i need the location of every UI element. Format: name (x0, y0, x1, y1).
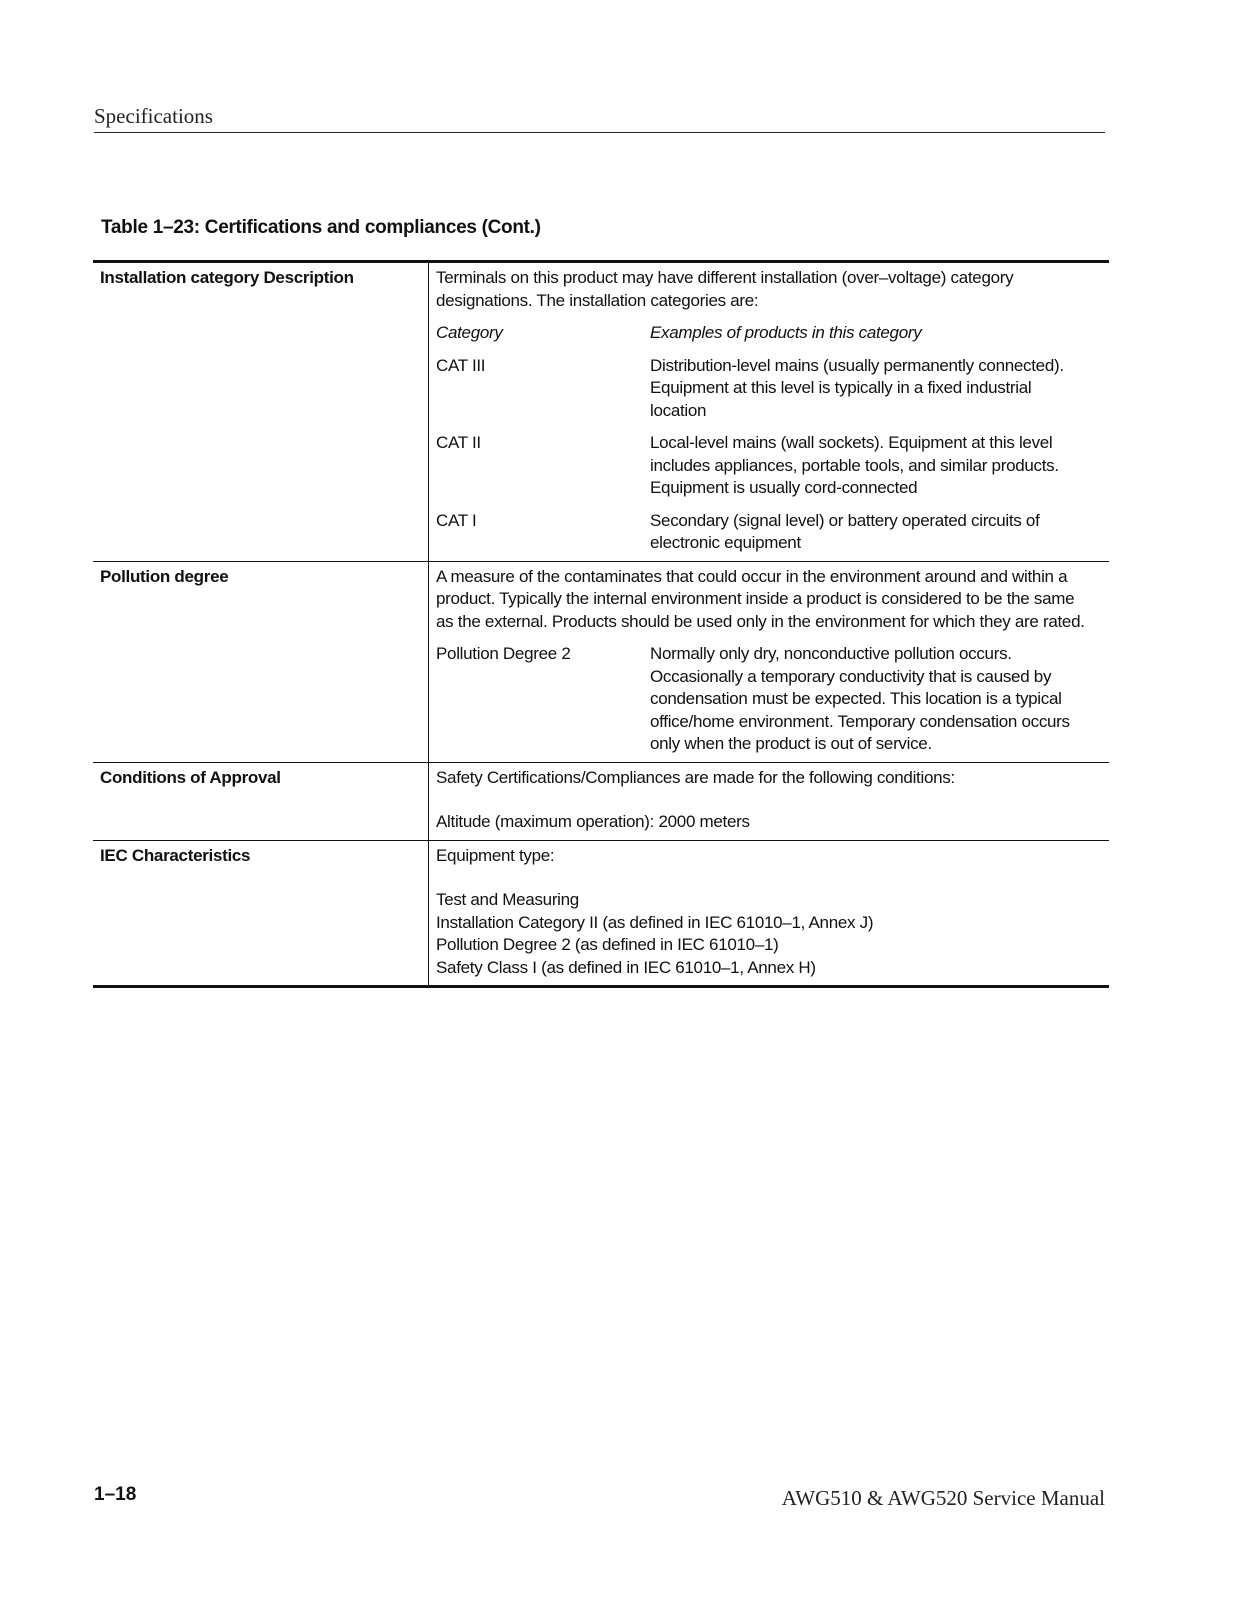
category-row (436, 355, 1089, 423)
iec-line: Safety Class I (as defined in IEC 61010–1, Annex H) (436, 957, 816, 977)
row-label: IEC Characteristics (93, 840, 429, 987)
category-row (436, 510, 1089, 555)
pollution-degree-row (436, 643, 1089, 756)
manual-title: AWG510 & AWG520 Service Manual (781, 1486, 1105, 1510)
category-row (436, 432, 1089, 500)
category-name: CAT I (436, 510, 477, 530)
category-name: CAT III (436, 355, 486, 375)
certifications-table (93, 260, 1109, 988)
table-row (93, 762, 1109, 840)
page-number: 1–18 (94, 1484, 137, 1505)
spacer (436, 867, 1089, 889)
table-row (93, 840, 1109, 987)
intro-text: A measure of the contaminates that could occur in the environment around and within a product. Typically the internal environment inside a product is considered to be the same as the external. Products should be used only in the environment for which they are rated. (436, 566, 1085, 631)
category-example: Secondary (signal level) or battery operated circuits of electronic equipment (650, 510, 1040, 552)
header-rule (94, 132, 1105, 133)
category-example: Local-level mains (wall sockets). Equipment at this level includes appliances, portable tools, and similar products. Equipment is usually cord-connected (650, 433, 1059, 497)
row-label: Pollution degree (93, 561, 429, 762)
equipment-type-text: Equipment type: (436, 845, 555, 865)
category-example: Distribution-level mains (usually permanently connected). Equipment at this level is typically in a fixed industrial location (650, 355, 1064, 420)
altitude-text: Altitude (maximum operation): 2000 meters (436, 812, 750, 831)
table-row (93, 561, 1109, 762)
row-content (429, 262, 1110, 562)
iec-line: Installation Category II (as defined in IEC 61010–1, Annex J) (436, 912, 874, 932)
pollution-degree-label: Pollution Degree 2 (436, 644, 571, 663)
intro-text: Terminals on this product may have different installation (over–voltage) category designations. The installation categories are: (436, 268, 1014, 310)
category-column-header: Category (436, 323, 503, 342)
category-name: CAT II (436, 433, 481, 452)
iec-line: Pollution Degree 2 (as defined in IEC 61010–1) (436, 935, 779, 954)
row-content (429, 561, 1110, 762)
running-header: Specifications (94, 104, 213, 128)
iec-line: Test and Measuring (436, 890, 579, 909)
table-title: Table 1–23: Certifications and compliances (Cont.) (101, 217, 541, 238)
table-row (93, 262, 1109, 562)
row-content (429, 840, 1110, 987)
conditions-text: Safety Certifications/Compliances are made for the following conditions: (436, 767, 955, 787)
row-content (429, 762, 1110, 840)
sub-header-row (436, 322, 1089, 345)
spacer (436, 789, 1089, 811)
row-label: Installation category Description (93, 262, 429, 562)
row-label: Conditions of Approval (93, 762, 429, 840)
examples-column-header: Examples of products in this category (650, 323, 922, 342)
pollution-degree-description: Normally only dry, nonconductive pollution occurs. Occasionally a temporary conductivity that is caused by condensation must be expected. This location is a typical office/home environment. Temporary condensation occurs only when the product is out of service. (650, 644, 1070, 753)
